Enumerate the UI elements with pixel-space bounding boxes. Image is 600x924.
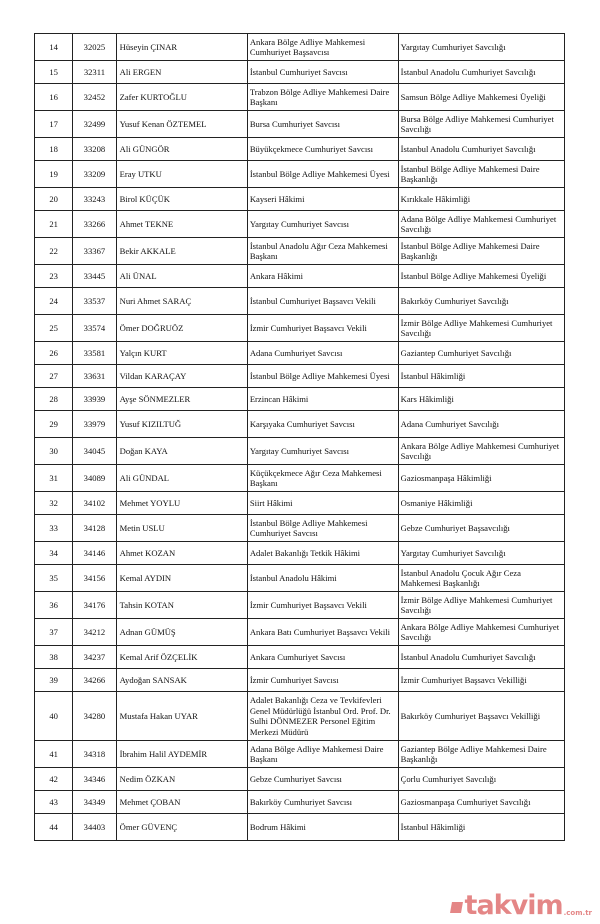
row-number: 25 bbox=[35, 315, 73, 342]
table-row bbox=[35, 84, 565, 111]
table-row bbox=[35, 515, 565, 542]
row-new-position: İstanbul Hâkimliği bbox=[398, 365, 564, 388]
row-current-position: İstanbul Cumhuriyet Başsavcı Vekili bbox=[247, 288, 398, 315]
row-sicil-number: 34212 bbox=[73, 619, 116, 646]
row-new-position: İzmir Bölge Adliye Mahkemesi Cumhuriyet Savcılığı bbox=[398, 315, 564, 342]
row-person-name: Birol KÜÇÜK bbox=[116, 188, 247, 211]
row-current-position: İstanbul Bölge Adliye Mahkemesi Üyesi bbox=[247, 161, 398, 188]
table-row bbox=[35, 211, 565, 238]
appointments-table bbox=[34, 33, 565, 841]
row-sicil-number: 33537 bbox=[73, 288, 116, 315]
table-row bbox=[35, 669, 565, 692]
table-row bbox=[35, 111, 565, 138]
row-number: 44 bbox=[35, 814, 73, 841]
row-person-name: Mehmet ÇOBAN bbox=[116, 791, 247, 814]
row-current-position: Büyükçekmece Cumhuriyet Savcısı bbox=[247, 138, 398, 161]
row-person-name: Yalçın KURT bbox=[116, 342, 247, 365]
row-new-position: İstanbul Anadolu Cumhuriyet Savcılığı bbox=[398, 646, 564, 669]
row-current-position: İstanbul Bölge Adliye Mahkemesi Cumhuriyet Savcısı bbox=[247, 515, 398, 542]
row-new-position: İstanbul Bölge Adliye Mahkemesi Üyeliği bbox=[398, 265, 564, 288]
row-sicil-number: 33209 bbox=[73, 161, 116, 188]
row-person-name: Ali ERGEN bbox=[116, 61, 247, 84]
row-current-position: Siirt Hâkimi bbox=[247, 492, 398, 515]
appointments-table-body bbox=[35, 34, 565, 841]
row-new-position: Gaziantep Cumhuriyet Savcılığı bbox=[398, 342, 564, 365]
row-person-name: Kemal Arif ÖZÇELİK bbox=[116, 646, 247, 669]
row-current-position: İzmir Cumhuriyet Başsavcı Vekili bbox=[247, 315, 398, 342]
row-new-position: Adana Bölge Adliye Mahkemesi Cumhuriyet Savcılığı bbox=[398, 211, 564, 238]
row-current-position: İzmir Cumhuriyet Savcısı bbox=[247, 669, 398, 692]
row-number: 32 bbox=[35, 492, 73, 515]
table-row bbox=[35, 161, 565, 188]
row-new-position: Adana Cumhuriyet Savcılığı bbox=[398, 411, 564, 438]
row-sicil-number: 33367 bbox=[73, 238, 116, 265]
row-number: 30 bbox=[35, 438, 73, 465]
row-number: 41 bbox=[35, 741, 73, 768]
row-new-position: Osmaniye Hâkimliği bbox=[398, 492, 564, 515]
row-person-name: Mustafa Hakan UYAR bbox=[116, 692, 247, 741]
row-number: 23 bbox=[35, 265, 73, 288]
row-current-position: İstanbul Anadolu Hâkimi bbox=[247, 565, 398, 592]
row-number: 37 bbox=[35, 619, 73, 646]
table-row bbox=[35, 438, 565, 465]
row-current-position: Yargıtay Cumhuriyet Savcısı bbox=[247, 438, 398, 465]
row-current-position: Adalet Bakanlığı Tetkik Hâkimi bbox=[247, 542, 398, 565]
row-sicil-number: 33631 bbox=[73, 365, 116, 388]
row-sicil-number: 33445 bbox=[73, 265, 116, 288]
row-sicil-number: 32499 bbox=[73, 111, 116, 138]
row-sicil-number: 34403 bbox=[73, 814, 116, 841]
row-person-name: Zafer KURTOĞLU bbox=[116, 84, 247, 111]
row-number: 40 bbox=[35, 692, 73, 741]
row-sicil-number: 34146 bbox=[73, 542, 116, 565]
row-new-position: İzmir Cumhuriyet Başsavcı Vekilliği bbox=[398, 669, 564, 692]
row-number: 20 bbox=[35, 188, 73, 211]
row-sicil-number: 33939 bbox=[73, 388, 116, 411]
table-row bbox=[35, 288, 565, 315]
row-person-name: Yusuf KIZILTUĞ bbox=[116, 411, 247, 438]
row-sicil-number: 33266 bbox=[73, 211, 116, 238]
row-number: 31 bbox=[35, 465, 73, 492]
row-person-name: Nedim ÖZKAN bbox=[116, 768, 247, 791]
row-new-position: Kırıkkale Hâkimliği bbox=[398, 188, 564, 211]
table-row bbox=[35, 592, 565, 619]
row-sicil-number: 34128 bbox=[73, 515, 116, 542]
row-person-name: Ahmet TEKNE bbox=[116, 211, 247, 238]
row-number: 34 bbox=[35, 542, 73, 565]
row-number: 38 bbox=[35, 646, 73, 669]
row-sicil-number: 34346 bbox=[73, 768, 116, 791]
row-number: 39 bbox=[35, 669, 73, 692]
row-new-position: Samsun Bölge Adliye Mahkemesi Üyeliği bbox=[398, 84, 564, 111]
row-current-position: Kayseri Hâkimi bbox=[247, 188, 398, 211]
row-number: 26 bbox=[35, 342, 73, 365]
row-number: 33 bbox=[35, 515, 73, 542]
row-new-position: Kars Hâkimliği bbox=[398, 388, 564, 411]
row-sicil-number: 34102 bbox=[73, 492, 116, 515]
row-sicil-number: 34349 bbox=[73, 791, 116, 814]
row-number: 17 bbox=[35, 111, 73, 138]
row-sicil-number: 34280 bbox=[73, 692, 116, 741]
row-person-name: Adnan GÜMÜŞ bbox=[116, 619, 247, 646]
row-sicil-number: 34089 bbox=[73, 465, 116, 492]
row-sicil-number: 33581 bbox=[73, 342, 116, 365]
table-row bbox=[35, 411, 565, 438]
row-person-name: Kemal AYDIN bbox=[116, 565, 247, 592]
row-current-position: Bakırköy Cumhuriyet Savcısı bbox=[247, 791, 398, 814]
row-sicil-number: 33208 bbox=[73, 138, 116, 161]
row-new-position: İzmir Bölge Adliye Mahkemesi Cumhuriyet Savcılığı bbox=[398, 592, 564, 619]
row-person-name: Mehmet YOYLU bbox=[116, 492, 247, 515]
row-current-position: Adana Bölge Adliye Mahkemesi Daire Başkanı bbox=[247, 741, 398, 768]
row-new-position: Bakırköy Cumhuriyet Savcılığı bbox=[398, 288, 564, 315]
row-person-name: Ali GÜNDAL bbox=[116, 465, 247, 492]
row-number: 42 bbox=[35, 768, 73, 791]
row-number: 29 bbox=[35, 411, 73, 438]
table-row bbox=[35, 492, 565, 515]
row-current-position: Ankara Batı Cumhuriyet Başsavcı Vekili bbox=[247, 619, 398, 646]
table-row bbox=[35, 768, 565, 791]
row-sicil-number: 32025 bbox=[73, 34, 116, 61]
row-sicil-number: 34176 bbox=[73, 592, 116, 619]
row-current-position: İstanbul Anadolu Ağır Ceza Mahkemesi Başkanı bbox=[247, 238, 398, 265]
row-number: 18 bbox=[35, 138, 73, 161]
row-person-name: Yusuf Kenan ÖZTEMEL bbox=[116, 111, 247, 138]
row-number: 28 bbox=[35, 388, 73, 411]
row-number: 16 bbox=[35, 84, 73, 111]
row-number: 14 bbox=[35, 34, 73, 61]
row-new-position: Gaziosmanpaşa Hâkimliği bbox=[398, 465, 564, 492]
row-current-position: Adana Cumhuriyet Savcısı bbox=[247, 342, 398, 365]
table-row bbox=[35, 791, 565, 814]
row-number: 36 bbox=[35, 592, 73, 619]
table-row bbox=[35, 646, 565, 669]
table-row bbox=[35, 265, 565, 288]
row-sicil-number: 32311 bbox=[73, 61, 116, 84]
row-new-position: Çorlu Cumhuriyet Savcılığı bbox=[398, 768, 564, 791]
row-number: 43 bbox=[35, 791, 73, 814]
row-person-name: Doğan KAYA bbox=[116, 438, 247, 465]
table-row bbox=[35, 388, 565, 411]
row-new-position: İstanbul Anadolu Cumhuriyet Savcılığı bbox=[398, 61, 564, 84]
row-current-position: Gebze Cumhuriyet Savcısı bbox=[247, 768, 398, 791]
table-row bbox=[35, 34, 565, 61]
row-sicil-number: 34156 bbox=[73, 565, 116, 592]
row-current-position: Karşıyaka Cumhuriyet Savcısı bbox=[247, 411, 398, 438]
takvim-watermark bbox=[451, 890, 592, 921]
row-number: 35 bbox=[35, 565, 73, 592]
row-new-position: Ankara Bölge Adliye Mahkemesi Cumhuriyet Savcılığı bbox=[398, 619, 564, 646]
row-new-position: Yargıtay Cumhuriyet Savcılığı bbox=[398, 542, 564, 565]
row-sicil-number: 33979 bbox=[73, 411, 116, 438]
row-person-name: Metin USLU bbox=[116, 515, 247, 542]
watermark-text: takvim bbox=[464, 890, 563, 921]
row-person-name: Ali ÜNAL bbox=[116, 265, 247, 288]
row-new-position: Gaziantep Bölge Adliye Mahkemesi Daire Başkanlığı bbox=[398, 741, 564, 768]
row-new-position: İstanbul Anadolu Cumhuriyet Savcılığı bbox=[398, 138, 564, 161]
row-person-name: Aydoğan SANSAK bbox=[116, 669, 247, 692]
row-current-position: Erzincan Hâkimi bbox=[247, 388, 398, 411]
watermark-suffix: .com.tr bbox=[563, 908, 592, 917]
row-sicil-number: 33574 bbox=[73, 315, 116, 342]
row-current-position: İzmir Cumhuriyet Başsavcı Vekili bbox=[247, 592, 398, 619]
row-number: 27 bbox=[35, 365, 73, 388]
table-row bbox=[35, 188, 565, 211]
table-row bbox=[35, 138, 565, 161]
table-row bbox=[35, 315, 565, 342]
table-row bbox=[35, 342, 565, 365]
row-number: 15 bbox=[35, 61, 73, 84]
row-current-position: Ankara Cumhuriyet Savcısı bbox=[247, 646, 398, 669]
row-person-name: Ayşe SÖNMEZLER bbox=[116, 388, 247, 411]
row-person-name: Ali GÜNGÖR bbox=[116, 138, 247, 161]
row-person-name: Eray UTKU bbox=[116, 161, 247, 188]
row-current-position: Küçükçekmece Ağır Ceza Mahkemesi Başkanı bbox=[247, 465, 398, 492]
row-current-position: İstanbul Cumhuriyet Savcısı bbox=[247, 61, 398, 84]
row-sicil-number: 34318 bbox=[73, 741, 116, 768]
table-row bbox=[35, 741, 565, 768]
row-sicil-number: 33243 bbox=[73, 188, 116, 211]
row-person-name: Tahsin KOTAN bbox=[116, 592, 247, 619]
table-row bbox=[35, 692, 565, 741]
row-person-name: Nuri Ahmet SARAÇ bbox=[116, 288, 247, 315]
table-row bbox=[35, 542, 565, 565]
row-new-position: Bakırköy Cumhuriyet Başsavcı Vekilliği bbox=[398, 692, 564, 741]
table-row bbox=[35, 465, 565, 492]
row-sicil-number: 32452 bbox=[73, 84, 116, 111]
table-row bbox=[35, 365, 565, 388]
row-person-name: Vildan KARAÇAY bbox=[116, 365, 247, 388]
table-row bbox=[35, 61, 565, 84]
row-person-name: İbrahim Halil AYDEMİR bbox=[116, 741, 247, 768]
row-current-position: İstanbul Bölge Adliye Mahkemesi Üyesi bbox=[247, 365, 398, 388]
row-person-name: Hüseyin ÇINAR bbox=[116, 34, 247, 61]
row-new-position: Bursa Bölge Adliye Mahkemesi Cumhuriyet Savcılığı bbox=[398, 111, 564, 138]
table-row bbox=[35, 619, 565, 646]
row-current-position: Trabzon Bölge Adliye Mahkemesi Daire Başkanı bbox=[247, 84, 398, 111]
row-current-position: Bodrum Hâkimi bbox=[247, 814, 398, 841]
row-new-position: Yargıtay Cumhuriyet Savcılığı bbox=[398, 34, 564, 61]
table-row bbox=[35, 565, 565, 592]
watermark-logo-mark bbox=[450, 902, 463, 913]
row-new-position: Ankara Bölge Adliye Mahkemesi Cumhuriyet Savcılığı bbox=[398, 438, 564, 465]
row-person-name: Ahmet KOZAN bbox=[116, 542, 247, 565]
row-current-position: Bursa Cumhuriyet Savcısı bbox=[247, 111, 398, 138]
table-row bbox=[35, 814, 565, 841]
row-current-position: Ankara Bölge Adliye Mahkemesi Cumhuriyet Başsavcısı bbox=[247, 34, 398, 61]
row-number: 19 bbox=[35, 161, 73, 188]
row-new-position: Gebze Cumhuriyet Başsavcılığı bbox=[398, 515, 564, 542]
row-new-position: İstanbul Bölge Adliye Mahkemesi Daire Başkanlığı bbox=[398, 238, 564, 265]
row-current-position: Adalet Bakanlığı Ceza ve Tevkifevleri Genel Müdürlüğü İstanbul Ord. Prof. Dr. Sulhi DÖNMEZER Personel Eğitim Merkezi Müdürü bbox=[247, 692, 398, 741]
row-number: 24 bbox=[35, 288, 73, 315]
row-new-position: İstanbul Bölge Adliye Mahkemesi Daire Başkanlığı bbox=[398, 161, 564, 188]
row-new-position: Gaziosmanpaşa Cumhuriyet Savcılığı bbox=[398, 791, 564, 814]
row-number: 22 bbox=[35, 238, 73, 265]
row-person-name: Ömer DOĞRUÖZ bbox=[116, 315, 247, 342]
row-person-name: Ömer GÜVENÇ bbox=[116, 814, 247, 841]
row-new-position: İstanbul Hâkimliği bbox=[398, 814, 564, 841]
row-new-position: İstanbul Anadolu Çocuk Ağır Ceza Mahkemesi Başkanlığı bbox=[398, 565, 564, 592]
row-sicil-number: 34045 bbox=[73, 438, 116, 465]
row-current-position: Yargıtay Cumhuriyet Savcısı bbox=[247, 211, 398, 238]
row-sicil-number: 34266 bbox=[73, 669, 116, 692]
table-row bbox=[35, 238, 565, 265]
row-number: 21 bbox=[35, 211, 73, 238]
row-person-name: Bekir AKKALE bbox=[116, 238, 247, 265]
row-current-position: Ankara Hâkimi bbox=[247, 265, 398, 288]
row-sicil-number: 34237 bbox=[73, 646, 116, 669]
